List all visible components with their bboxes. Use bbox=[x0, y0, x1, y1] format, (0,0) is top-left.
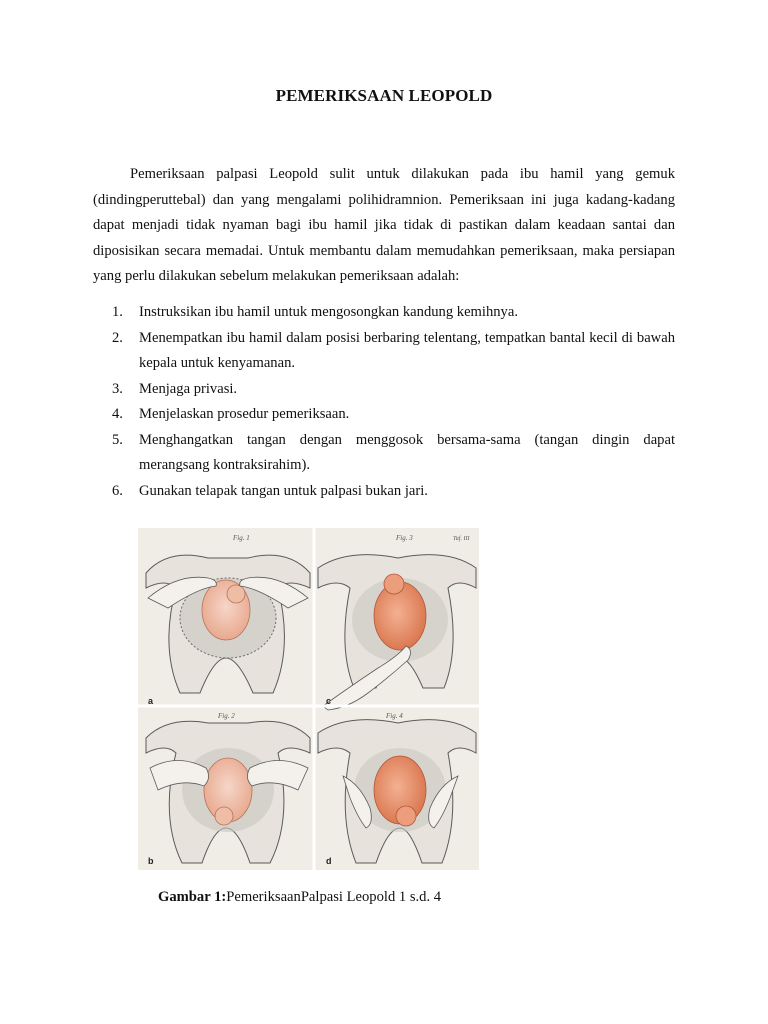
list-item bbox=[93, 428, 675, 479]
list-item-number: 4. bbox=[112, 406, 123, 422]
figure-panel-letter: b bbox=[148, 856, 154, 866]
figure-panel-d bbox=[318, 712, 476, 866]
list-item-text: Gunakan telapak tangan untuk palpasi bukan jari. bbox=[139, 482, 428, 499]
caption-label: Gambar 1: bbox=[158, 889, 227, 905]
list-item bbox=[93, 300, 675, 326]
list-item-number: 1. bbox=[112, 304, 123, 320]
figure-panel-label: Fig. 1 bbox=[233, 534, 250, 542]
list-item-number: 6. bbox=[112, 482, 123, 499]
page-title: PEMERIKSAAN LEOPOLD bbox=[275, 86, 493, 105]
list-item bbox=[93, 479, 675, 505]
list-item-text: Menjelaskan prosedur pemeriksaan. bbox=[139, 406, 350, 422]
leopold-palpation-figure bbox=[138, 528, 479, 870]
list-item-text: Menempatkan ibu hamil dalam posisi berbaring telentang, tempatkan bantal kecil di bawah kepala untuk kenyamanan. bbox=[139, 329, 675, 371]
list-item bbox=[93, 326, 675, 377]
list-item-text: Instruksikan ibu hamil untuk mengosongkan kandung kemihnya. bbox=[139, 304, 518, 320]
figure-panel-b bbox=[146, 712, 310, 866]
list-item bbox=[93, 402, 675, 428]
figure-panel-letter: a bbox=[148, 696, 154, 706]
list-item-text: Menjaga privasi. bbox=[139, 380, 238, 397]
list-item-number: 2. bbox=[112, 329, 123, 346]
figure-panel-label: Fig. 4 bbox=[386, 712, 403, 720]
list-item-text: Menghangatkan tangan dengan menggosok bersama-sama (tangan dingin dapat merangsang kontraksirahim). bbox=[139, 431, 675, 473]
figure-caption bbox=[158, 889, 441, 906]
figure-panel-c bbox=[318, 534, 476, 710]
list-item-number: 5. bbox=[112, 431, 123, 448]
figure-panel-letter: c bbox=[326, 696, 332, 706]
figure-panel-extra-label: Taf. III bbox=[453, 536, 470, 542]
figure-panel-a bbox=[146, 534, 310, 706]
caption-text: PemeriksaanPalpasi Leopold 1 s.d. 4 bbox=[226, 889, 442, 905]
figure-panel-label: Fig. 3 bbox=[396, 534, 413, 542]
preparation-steps-list bbox=[93, 300, 675, 504]
list-item-number: 3. bbox=[112, 380, 123, 397]
intro-paragraph: Pemeriksaan palpasi Leopold sulit untuk dilakukan pada ibu hamil yang gemuk (dindingperuttebal) dan yang mengalami polihidramnion. Pemeriksaan ini juga kadang-kadang dapat menjadi tidak nyaman bagi ibu hamil jika tidak di pastikan dalam keadaan santai dan diposisikan secara memadai. Untuk membantu dalam memudahkan pemeriksaan, maka persiapan yang perlu dilakukan sebelum melakukan pemeriksaan adalah: bbox=[93, 166, 675, 284]
figure-panel-letter: d bbox=[326, 856, 332, 866]
list-item bbox=[93, 377, 675, 403]
figure-panel-label: Fig. 2 bbox=[218, 712, 235, 720]
